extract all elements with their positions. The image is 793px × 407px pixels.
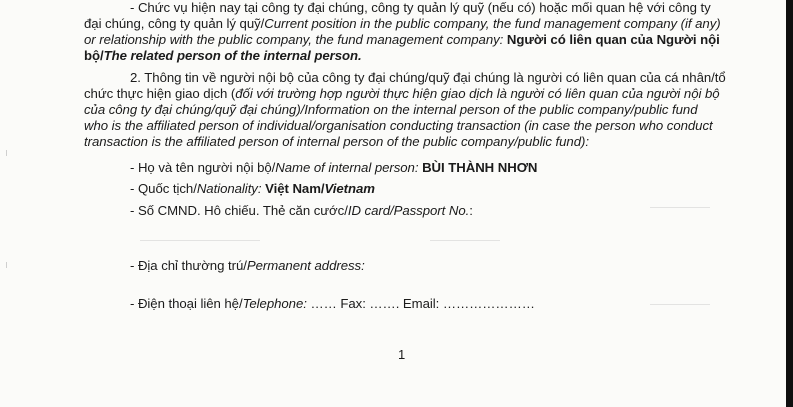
section-2-line-1: [130, 70, 726, 86]
phone-label-en: Telephone:: [242, 296, 307, 311]
scan-artifact: [6, 262, 7, 268]
scan-artifact: [6, 150, 7, 156]
section-2-heading: 2. Thông tin về người nội bộ của công ty đại chúng/quỹ đại chúng là người có liên quan của cá nhân/tổ: [130, 70, 726, 85]
related-person-en: The related person of the internal person.: [103, 48, 362, 63]
redacted-mark: [140, 240, 260, 241]
related-person-vi-end: bộ/: [84, 48, 104, 63]
section-2-line-4: [84, 118, 713, 134]
position-text-2-en: Current position in the public company, the fund management company (if any): [264, 16, 721, 31]
section-2-text-3: của công ty đại chúng/quỹ đại chúng)/Information on the internal person of the public company/public fund: [84, 102, 698, 117]
nationality-value-vi: Việt Nam/: [261, 181, 325, 196]
id-label-en: ID card/Passport No.: [347, 203, 470, 218]
related-person-vi: Người có liên quan của Người nội: [503, 32, 720, 47]
phone-label-vi: - Điện thoại liên hệ/: [130, 296, 243, 311]
address-label-en: Permanent address:: [246, 258, 365, 273]
name-value: BÙI THÀNH NHƠN: [418, 160, 538, 175]
name-label-vi: - Họ và tên người nội bộ/: [130, 160, 276, 175]
section-2-line-2: [84, 86, 720, 102]
redacted-mark: [650, 207, 710, 208]
section-2-text-2-it: đối với trường hợp người thực hiện giao dịch là người có liên quan của người nội bộ: [235, 86, 720, 101]
section-2-line-3: [84, 102, 698, 118]
section-2-text-2-vi: chức thực hiện giao dịch (: [84, 86, 236, 101]
nationality-label-vi: - Quốc tịch/: [130, 181, 197, 196]
position-line-4: [84, 48, 362, 64]
page-number: 1: [398, 347, 406, 362]
position-line-2: [84, 16, 721, 32]
redacted-mark: [430, 240, 500, 241]
redacted-mark: [650, 304, 710, 305]
name-label-en: Name of internal person:: [275, 160, 419, 175]
address-field: [130, 258, 365, 274]
nationality-value-en: Vietnam: [324, 181, 375, 196]
address-label-vi: - Địa chỉ thường trú/: [130, 258, 247, 273]
nationality-field: [130, 181, 375, 197]
position-line-3: [84, 32, 720, 48]
phone-field: [130, 296, 535, 312]
position-line-1: [130, 0, 711, 16]
position-text-3-en: or relationship with the public company, the fund management company:: [84, 32, 504, 47]
id-label-vi: - Số CMND. Hô chiếu. Thẻ căn cước/: [130, 203, 348, 218]
section-2-text-5: transaction is the affiliated person of internal person of the public company/public fund):: [84, 134, 589, 149]
position-text-2-vi: đại chúng, công ty quản lý quỹ/: [84, 16, 265, 31]
id-label-colon: :: [469, 203, 473, 218]
nationality-label-en: Nationality:: [196, 181, 262, 196]
phone-fax-email: …… Fax: ……. Email: …………………: [306, 296, 535, 311]
section-2-line-5: [84, 134, 589, 150]
section-2-text-4: who is the affiliated person of individual/organisation conducting transaction (in case the person who conduct: [84, 118, 713, 133]
name-field: [130, 160, 537, 176]
position-text-1: - Chức vụ hiện nay tại công ty đại chúng, công ty quản lý quỹ (nếu có) hoặc mối quan hệ với công ty: [130, 0, 711, 15]
id-field: [130, 203, 473, 219]
